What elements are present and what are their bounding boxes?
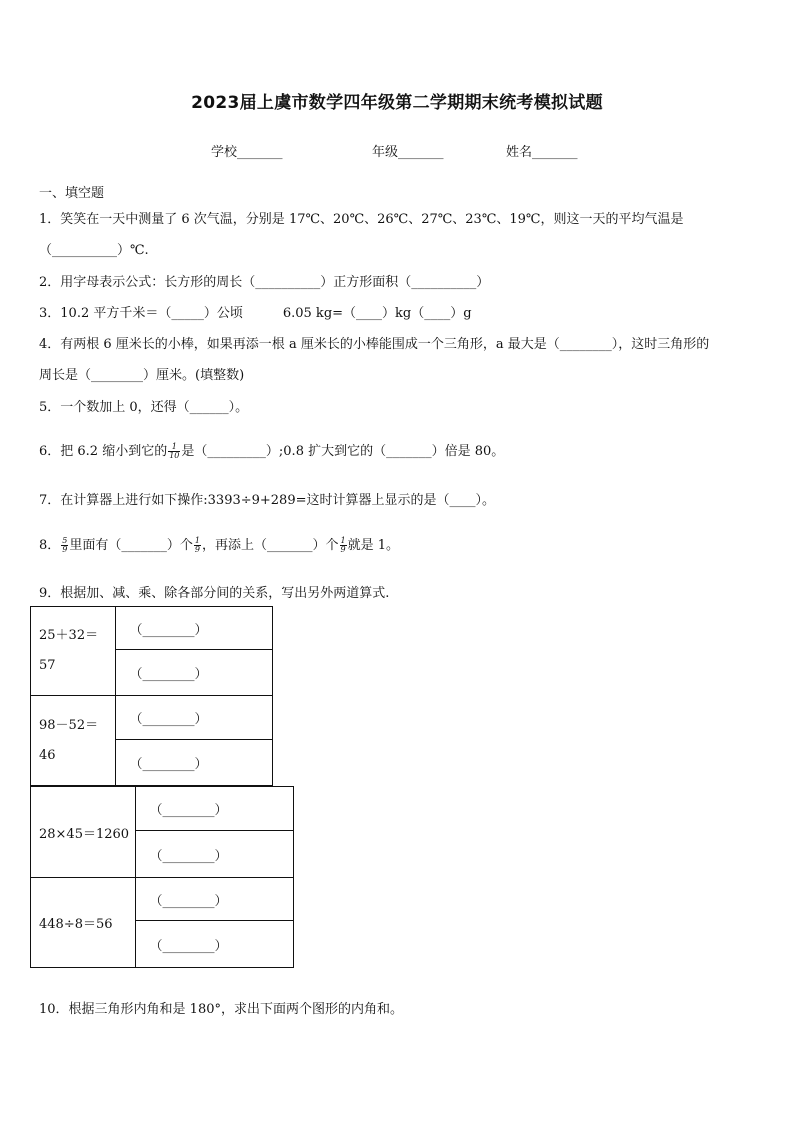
answer-cell: （________） bbox=[135, 921, 293, 968]
equation-cell bbox=[31, 607, 116, 696]
question-3-part-1: 3．10.2 平方千米＝（_____）公顷 bbox=[39, 306, 243, 321]
answer-cell: （________） bbox=[135, 787, 293, 831]
equation-cell bbox=[31, 696, 116, 786]
question-8-prefix: 8． bbox=[39, 538, 61, 553]
question-6-before: 6．把 6.2 缩小到它的 bbox=[39, 444, 168, 459]
question-9: 9．根据加、减、乘、除各部分间的关系，写出另外两道算式. bbox=[39, 586, 390, 601]
question-1-line-2: （__________）℃. bbox=[39, 243, 149, 258]
question-8-suffix: 就是 1。 bbox=[347, 538, 399, 553]
name-blank: _______ bbox=[532, 145, 578, 160]
school-field bbox=[211, 141, 283, 160]
school-label: 学校 bbox=[211, 145, 238, 160]
equation-table-1 bbox=[30, 606, 273, 786]
table-row bbox=[31, 696, 273, 740]
question-7: 7．在计算器上进行如下操作:3393÷9+289=这时计算器上显示的是（____）。 bbox=[39, 493, 495, 508]
section-heading: 一、填空题 bbox=[39, 186, 105, 201]
answer-cell: （________） bbox=[135, 831, 293, 878]
equation-line-2: 57 bbox=[39, 658, 56, 673]
fraction-numerator: 1 bbox=[168, 443, 180, 452]
grade-blank: _______ bbox=[398, 145, 444, 160]
school-blank: _______ bbox=[237, 145, 283, 160]
question-2: 2．用字母表示公式：长方形的周长（__________）正方形面积（__________） bbox=[39, 275, 490, 290]
equation-cell: 28×45＝1260 bbox=[31, 787, 136, 878]
question-5: 5．一个数加上 0，还得（______）。 bbox=[39, 400, 249, 415]
equation-line-1: 25＋32＝ bbox=[39, 628, 99, 643]
fraction-five-ninths bbox=[61, 537, 68, 554]
question-4-line-2: 周长是（________）厘米。(填整数) bbox=[39, 368, 245, 383]
name-label: 姓名 bbox=[506, 145, 533, 160]
table-row bbox=[31, 607, 273, 650]
question-10: 10．根据三角形内角和是 180°，求出下面两个图形的内角和。 bbox=[39, 1002, 403, 1017]
fraction-denominator: 9 bbox=[62, 545, 68, 554]
question-4-line-1: 4．有两根 6 厘米长的小棒，如果再添一根 a 厘米长的小棒能围成一个三角形，a 最大是（________），这时三角形的 bbox=[39, 337, 710, 352]
answer-cell: （________） bbox=[115, 696, 272, 740]
question-6-after: 是（_________）;0.8 扩大到它的（_______）倍是 80。 bbox=[181, 444, 505, 459]
equation-line-1: 98－52＝ bbox=[39, 717, 99, 733]
question-3 bbox=[39, 302, 472, 321]
name-field bbox=[506, 141, 578, 160]
table-row bbox=[31, 878, 294, 921]
answer-cell: （________） bbox=[115, 650, 272, 696]
fraction-numerator: 1 bbox=[194, 536, 200, 545]
answer-cell: （________） bbox=[115, 607, 272, 650]
question-3-part-2: 6.05 kg=（____）kg（____）g bbox=[282, 306, 472, 321]
answer-cell: （________） bbox=[135, 878, 293, 921]
equation-table-2 bbox=[30, 786, 294, 968]
page-title: 2023届上虞市数学四年级第二学期期末统考模拟试题 bbox=[191, 93, 603, 113]
fraction-numerator: 1 bbox=[340, 536, 346, 545]
grade-field bbox=[372, 141, 444, 160]
equation-line-2: 46 bbox=[39, 747, 56, 763]
fraction-one-ninth bbox=[194, 537, 201, 554]
fraction-denominator: 9 bbox=[340, 545, 346, 554]
question-8-mid-2: ，再添上（_______）个 bbox=[201, 538, 339, 553]
equation-cell: 448÷8＝56 bbox=[31, 878, 136, 968]
table-row bbox=[31, 787, 294, 831]
grade-label: 年级 bbox=[372, 145, 399, 160]
fraction-one-ninth bbox=[340, 537, 347, 554]
question-8-mid-1: 里面有（_______）个 bbox=[69, 538, 193, 553]
answer-cell: （________） bbox=[115, 740, 272, 786]
question-6 bbox=[39, 440, 504, 460]
fraction-numerator: 5 bbox=[62, 536, 68, 545]
fraction-denominator: 9 bbox=[194, 545, 200, 554]
fraction-denominator: 10 bbox=[169, 451, 180, 460]
fraction-one-tenth bbox=[168, 443, 180, 460]
question-8 bbox=[39, 534, 399, 554]
question-1-line-1: 1．笑笑在一天中测量了 6 次气温，分别是 17℃、20℃、26℃、27℃、23℃、19℃，则这一天的平均气温是 bbox=[39, 212, 684, 227]
